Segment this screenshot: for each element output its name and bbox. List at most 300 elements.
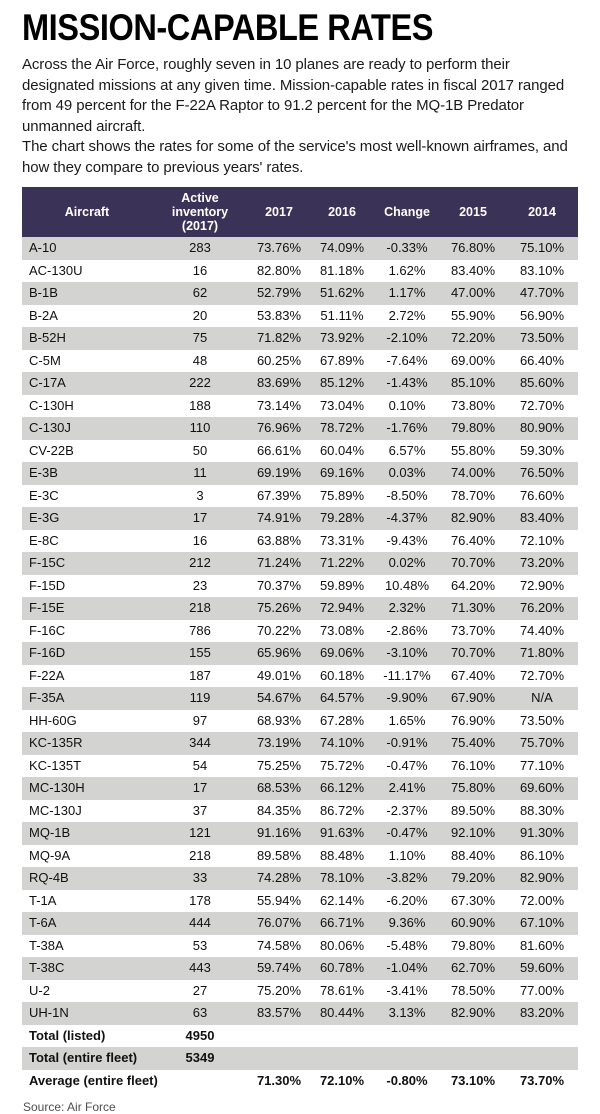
- value-cell: 65.96%: [256, 645, 302, 660]
- value-cell: 53: [192, 937, 208, 953]
- value-cell: 66.12%: [319, 780, 365, 795]
- value-cell: 73.10%: [450, 1072, 496, 1088]
- value-cell: 91.30%: [519, 825, 565, 840]
- value-cell: -11.17%: [383, 667, 431, 683]
- aircraft-cell: C-17A: [29, 375, 66, 390]
- value-cell: -0.91%: [386, 735, 428, 750]
- value-cell: 47.70%: [519, 285, 565, 300]
- table-row: [22, 912, 578, 935]
- value-cell: [506, 1047, 578, 1070]
- value-cell: -8.50%: [386, 487, 428, 503]
- value-cell: 222: [189, 375, 211, 390]
- column-header-2017: 2017: [248, 187, 310, 237]
- value-cell: 78.10%: [319, 870, 365, 885]
- aircraft-cell: MC-130J: [29, 802, 82, 818]
- aircraft-cell: F-15C: [29, 555, 66, 570]
- value-cell: 84.35%: [256, 802, 302, 818]
- value-cell: 6.57%: [388, 442, 426, 458]
- intro-paragraph-2: The chart shows the rates for some of the service's most well-known airframes, and how they compare to previous years' rates.: [22, 138, 568, 176]
- value-cell: 77.00%: [519, 982, 565, 998]
- value-cell: 72.20%: [450, 330, 496, 345]
- value-cell: [310, 1047, 374, 1070]
- value-cell: 76.50%: [519, 465, 565, 480]
- value-cell: 2.41%: [388, 780, 426, 795]
- value-cell: 23: [192, 577, 208, 593]
- aircraft-cell: F-15E: [29, 600, 65, 615]
- value-cell: 67.40%: [450, 667, 496, 683]
- table-row: [22, 327, 578, 350]
- value-cell: 59.74%: [256, 960, 302, 975]
- value-cell: 91.16%: [256, 825, 302, 840]
- table-row: [22, 777, 578, 800]
- value-cell: 69.00%: [450, 352, 496, 368]
- value-cell: 64.57%: [319, 690, 365, 705]
- table-row: [22, 620, 578, 643]
- table-header-row: [22, 187, 578, 237]
- aircraft-cell: CV-22B: [29, 442, 74, 458]
- source-note: Source: Air Force: [23, 1100, 116, 1114]
- value-cell: 60.90%: [450, 915, 496, 930]
- value-cell: 786: [189, 622, 211, 638]
- aircraft-cell: B-1B: [29, 285, 58, 300]
- table-row: [22, 890, 578, 913]
- value-cell: 69.19%: [256, 465, 302, 480]
- value-cell: -0.33%: [386, 240, 428, 255]
- table-row: [22, 462, 578, 485]
- value-cell: 1.17%: [388, 285, 426, 300]
- aircraft-cell: E-3C: [29, 487, 59, 503]
- aircraft-cell: Total (entire fleet): [29, 1050, 138, 1065]
- value-cell: 74.10%: [319, 735, 365, 750]
- value-cell: -6.20%: [386, 892, 428, 908]
- value-cell: -9.90%: [386, 690, 428, 705]
- value-cell: 75.10%: [519, 240, 565, 255]
- value-cell: 92.10%: [450, 825, 496, 840]
- table-row: [22, 665, 578, 688]
- table-row: [22, 350, 578, 373]
- value-cell: 75.26%: [256, 600, 302, 615]
- aircraft-cell: Average (entire fleet): [29, 1072, 158, 1088]
- value-cell: 62.70%: [450, 960, 496, 975]
- value-cell: 82.90%: [450, 1005, 496, 1020]
- value-cell: 72.90%: [519, 577, 565, 593]
- value-cell: 67.28%: [319, 712, 365, 728]
- value-cell: 86.10%: [519, 847, 565, 863]
- value-cell: 78.61%: [319, 982, 365, 998]
- value-cell: 77.10%: [519, 757, 565, 773]
- value-cell: 73.20%: [519, 555, 565, 570]
- value-cell: 73.92%: [319, 330, 365, 345]
- aircraft-cell: C-130H: [29, 397, 74, 413]
- value-cell: 83.40%: [519, 510, 565, 525]
- summary-row: [22, 1070, 578, 1093]
- value-cell: 66.40%: [519, 352, 565, 368]
- aircraft-cell: T-38A: [29, 937, 64, 953]
- value-cell: -0.47%: [386, 825, 428, 840]
- value-cell: 75.72%: [319, 757, 365, 773]
- table-row: [22, 440, 578, 463]
- table-row: [22, 1002, 578, 1025]
- value-cell: 69.16%: [319, 465, 365, 480]
- value-cell: 72.00%: [519, 892, 565, 908]
- value-cell: 89.50%: [450, 802, 496, 818]
- value-cell: 75.70%: [519, 735, 565, 750]
- value-cell: 63: [192, 1005, 208, 1020]
- value-cell: 56.90%: [519, 307, 565, 323]
- aircraft-cell: T-6A: [29, 915, 57, 930]
- aircraft-cell: E-8C: [29, 532, 59, 548]
- value-cell: 48: [192, 352, 208, 368]
- value-cell: 81.18%: [319, 262, 365, 278]
- value-cell: 73.14%: [256, 397, 302, 413]
- value-cell: 10.48%: [384, 577, 430, 593]
- value-cell: 283: [189, 240, 211, 255]
- aircraft-cell: T-38C: [29, 960, 65, 975]
- value-cell: 63.88%: [256, 532, 302, 548]
- value-cell: 344: [189, 735, 211, 750]
- value-cell: 51.62%: [319, 285, 365, 300]
- value-cell: 83.57%: [256, 1005, 302, 1020]
- value-cell: [506, 1025, 578, 1048]
- aircraft-cell: T-1A: [29, 892, 57, 908]
- value-cell: [374, 1025, 440, 1048]
- table-row: [22, 372, 578, 395]
- value-cell: 1.10%: [388, 847, 426, 863]
- value-cell: 212: [189, 555, 211, 570]
- value-cell: 0.10%: [388, 397, 426, 413]
- value-cell: -7.64%: [386, 352, 428, 368]
- value-cell: 71.82%: [256, 330, 302, 345]
- value-cell: 70.70%: [450, 555, 496, 570]
- value-cell: 76.90%: [450, 712, 496, 728]
- value-cell: 17: [192, 780, 208, 795]
- value-cell: 1.62%: [388, 262, 426, 278]
- value-cell: 75.25%: [256, 757, 302, 773]
- value-cell: 74.91%: [256, 510, 302, 525]
- value-cell: [310, 1025, 374, 1048]
- value-cell: 76.40%: [450, 532, 496, 548]
- value-cell: 74.09%: [319, 240, 365, 255]
- value-cell: [440, 1025, 506, 1048]
- aircraft-cell: UH-1N: [29, 1005, 69, 1020]
- value-cell: 3: [196, 487, 204, 503]
- summary-row: [22, 1047, 578, 1070]
- value-cell: 76.20%: [519, 600, 565, 615]
- value-cell: 74.58%: [256, 937, 302, 953]
- value-cell: 76.07%: [256, 915, 302, 930]
- value-cell: 80.90%: [519, 420, 565, 435]
- aircraft-cell: B-2A: [29, 307, 58, 323]
- value-cell: 11: [193, 465, 207, 480]
- table-row: [22, 417, 578, 440]
- value-cell: 69.60%: [519, 780, 565, 795]
- value-cell: 83.69%: [256, 375, 302, 390]
- value-cell: -0.80%: [386, 1072, 428, 1088]
- table-row: [22, 597, 578, 620]
- table-row: [22, 980, 578, 1003]
- value-cell: 76.96%: [256, 420, 302, 435]
- value-cell: 55.80%: [450, 442, 496, 458]
- value-cell: 16: [192, 532, 208, 548]
- value-cell: 187: [189, 667, 211, 683]
- value-cell: 85.60%: [519, 375, 565, 390]
- value-cell: 85.10%: [450, 375, 496, 390]
- value-cell: 76.80%: [450, 240, 496, 255]
- value-cell: -2.10%: [386, 330, 428, 345]
- value-cell: 79.20%: [450, 870, 496, 885]
- table-body: [22, 237, 578, 1092]
- value-cell: 444: [189, 915, 211, 930]
- aircraft-cell: A-10: [29, 240, 57, 255]
- value-cell: -3.10%: [386, 645, 428, 660]
- page-title: MISSION-CAPABLE RATES: [22, 7, 434, 48]
- table-row: [22, 642, 578, 665]
- value-cell: 62.14%: [319, 892, 365, 908]
- aircraft-cell: F-15D: [29, 577, 66, 593]
- aircraft-cell: MC-130H: [29, 780, 85, 795]
- value-cell: 60.25%: [256, 352, 302, 368]
- table-row: [22, 552, 578, 575]
- value-cell: 80.06%: [319, 937, 365, 953]
- value-cell: 75: [192, 330, 208, 345]
- value-cell: 79.28%: [319, 510, 365, 525]
- table-row: [22, 687, 578, 710]
- aircraft-cell: F-22A: [29, 667, 65, 683]
- table-row: [22, 710, 578, 733]
- aircraft-cell: HH-60G: [29, 712, 77, 728]
- value-cell: 88.40%: [450, 847, 496, 863]
- value-cell: 0.03%: [388, 465, 426, 480]
- value-cell: 218: [189, 600, 211, 615]
- value-cell: -4.37%: [386, 510, 428, 525]
- aircraft-cell: E-3B: [29, 465, 58, 480]
- value-cell: 64.20%: [450, 577, 496, 593]
- value-cell: 70.37%: [256, 577, 302, 593]
- value-cell: [248, 1047, 310, 1070]
- aircraft-cell: F-35A: [29, 690, 65, 705]
- value-cell: 82.80%: [256, 262, 302, 278]
- value-cell: [152, 1070, 248, 1093]
- value-cell: 59.89%: [319, 577, 365, 593]
- value-cell: 121: [189, 825, 211, 840]
- value-cell: 218: [189, 847, 211, 863]
- table-row: [22, 800, 578, 823]
- value-cell: 70.22%: [256, 622, 302, 638]
- value-cell: 62: [192, 285, 208, 300]
- value-cell: 59.60%: [519, 960, 565, 975]
- value-cell: -3.41%: [386, 982, 428, 998]
- value-cell: 80.44%: [319, 1005, 365, 1020]
- value-cell: 74.28%: [256, 870, 302, 885]
- value-cell: 73.80%: [450, 397, 496, 413]
- mission-capable-table: [22, 187, 578, 1092]
- table-header: [22, 187, 578, 237]
- value-cell: 20: [192, 307, 208, 323]
- value-cell: 73.50%: [519, 712, 565, 728]
- value-cell: 71.30%: [256, 1072, 302, 1088]
- value-cell: 72.70%: [519, 397, 565, 413]
- value-cell: -2.37%: [386, 802, 428, 818]
- value-cell: 72.10%: [519, 532, 565, 548]
- value-cell: 178: [189, 892, 211, 908]
- value-cell: 88.48%: [319, 847, 365, 863]
- value-cell: -3.82%: [386, 870, 428, 885]
- value-cell: 81.60%: [519, 937, 565, 953]
- value-cell: 67.10%: [519, 915, 565, 930]
- value-cell: 60.04%: [319, 442, 365, 458]
- aircraft-cell: F-16C: [29, 622, 66, 638]
- value-cell: 71.80%: [519, 645, 565, 660]
- value-cell: -1.04%: [386, 960, 428, 975]
- value-cell: 68.53%: [256, 780, 302, 795]
- value-cell: 82.90%: [519, 870, 565, 885]
- value-cell: 83.10%: [519, 262, 565, 278]
- value-cell: 91.63%: [319, 825, 365, 840]
- value-cell: 76.10%: [450, 757, 496, 773]
- value-cell: 0.02%: [388, 555, 426, 570]
- table-row: [22, 260, 578, 283]
- aircraft-cell: AC-130U: [29, 262, 83, 278]
- value-cell: 82.90%: [450, 510, 496, 525]
- aircraft-cell: Total (listed): [29, 1027, 106, 1043]
- value-cell: 73.08%: [319, 622, 365, 638]
- value-cell: -2.86%: [386, 622, 428, 638]
- value-cell: 60.78%: [319, 960, 365, 975]
- value-cell: 78.70%: [450, 487, 496, 503]
- value-cell: [374, 1047, 440, 1070]
- value-cell: -9.43%: [386, 532, 428, 548]
- value-cell: 16: [192, 262, 208, 278]
- table-row: [22, 485, 578, 508]
- value-cell: -1.43%: [386, 375, 428, 390]
- value-cell: 51.11%: [320, 307, 364, 323]
- table-row: [22, 282, 578, 305]
- table-row: [22, 867, 578, 890]
- column-header-2014: 2014: [506, 187, 578, 237]
- value-cell: [440, 1047, 506, 1070]
- value-cell: 55.90%: [450, 307, 496, 323]
- aircraft-cell: C-130J: [29, 420, 71, 435]
- value-cell: 443: [189, 960, 211, 975]
- table-row: [22, 732, 578, 755]
- value-cell: 74.00%: [450, 465, 496, 480]
- aircraft-cell: KC-135T: [29, 757, 82, 773]
- value-cell: 2.32%: [388, 600, 426, 615]
- value-cell: 88.30%: [519, 802, 565, 818]
- value-cell: 47.00%: [450, 285, 496, 300]
- value-cell: 68.93%: [256, 712, 302, 728]
- aircraft-cell: B-52H: [29, 330, 66, 345]
- value-cell: 54.67%: [256, 690, 302, 705]
- value-cell: 3.13%: [388, 1005, 426, 1020]
- value-cell: 89.58%: [256, 847, 302, 863]
- value-cell: 110: [189, 420, 211, 435]
- value-cell: 71.22%: [319, 555, 365, 570]
- table-row: [22, 575, 578, 598]
- value-cell: 37: [192, 802, 208, 818]
- value-cell: 55.94%: [256, 892, 302, 908]
- value-cell: 73.50%: [519, 330, 565, 345]
- value-cell: 83.20%: [519, 1005, 565, 1020]
- value-cell: 73.31%: [319, 532, 365, 548]
- column-header-aircraft: Aircraft: [22, 187, 152, 237]
- value-cell: 50: [192, 442, 208, 458]
- value-cell: 69.06%: [319, 645, 365, 660]
- value-cell: 76.60%: [519, 487, 565, 503]
- value-cell: 73.76%: [256, 240, 302, 255]
- value-cell: 59.30%: [519, 442, 565, 458]
- value-cell: 73.19%: [256, 735, 302, 750]
- value-cell: 73.70%: [450, 622, 496, 638]
- column-header-2016: 2016: [310, 187, 374, 237]
- value-cell: 52.79%: [256, 285, 302, 300]
- value-cell: 5349: [185, 1050, 215, 1065]
- value-cell: 79.80%: [450, 937, 496, 953]
- value-cell: 119: [189, 690, 211, 705]
- value-cell: 60.18%: [319, 667, 365, 683]
- table-row: [22, 935, 578, 958]
- value-cell: 75.40%: [450, 735, 496, 750]
- table-row: [22, 845, 578, 868]
- value-cell: 73.70%: [519, 1072, 565, 1088]
- column-header-2015: 2015: [440, 187, 506, 237]
- aircraft-cell: KC-135R: [29, 735, 83, 750]
- table-row: [22, 530, 578, 553]
- aircraft-cell: MQ-1B: [29, 825, 71, 840]
- value-cell: 67.90%: [450, 690, 496, 705]
- value-cell: -1.76%: [386, 420, 428, 435]
- value-cell: 67.39%: [256, 487, 302, 503]
- aircraft-cell: U-2: [29, 982, 50, 998]
- value-cell: 86.72%: [319, 802, 365, 818]
- aircraft-cell: RQ-4B: [29, 870, 69, 885]
- value-cell: 71.24%: [256, 555, 302, 570]
- value-cell: 73.04%: [319, 397, 365, 413]
- value-cell: 155: [189, 645, 211, 660]
- value-cell: 17: [192, 510, 208, 525]
- value-cell: 78.72%: [319, 420, 365, 435]
- summary-row: [22, 1025, 578, 1048]
- value-cell: 33: [192, 870, 208, 885]
- value-cell: 75.89%: [319, 487, 365, 503]
- value-cell: 53.83%: [256, 307, 302, 323]
- table-row: [22, 957, 578, 980]
- value-cell: -5.48%: [386, 937, 428, 953]
- value-cell: 78.50%: [450, 982, 496, 998]
- value-cell: 75.20%: [256, 982, 302, 998]
- value-cell: 4950: [185, 1027, 215, 1043]
- value-cell: 66.61%: [256, 442, 302, 458]
- value-cell: 9.36%: [388, 915, 426, 930]
- intro-paragraph-1: Across the Air Force, roughly seven in 10 planes are ready to perform their designated missions at any given time. Mission-capable rates in fiscal 2017 ranged from 49 percent for the F-22A Raptor to 91.2 percent for the MQ-1B Predator unmanned aircraft.: [22, 56, 565, 135]
- aircraft-cell: C-5M: [29, 352, 61, 368]
- column-header-change: Change: [374, 187, 440, 237]
- value-cell: 27: [192, 982, 208, 998]
- value-cell: -0.47%: [386, 757, 428, 773]
- value-cell: 72.10%: [319, 1072, 365, 1088]
- value-cell: 71.30%: [450, 600, 496, 615]
- value-cell: 67.89%: [319, 352, 365, 368]
- value-cell: 79.80%: [450, 420, 496, 435]
- table-row: [22, 237, 578, 260]
- value-cell: 2.72%: [388, 307, 426, 323]
- value-cell: 54: [192, 757, 208, 773]
- value-cell: 67.30%: [450, 892, 496, 908]
- value-cell: 72.94%: [319, 600, 365, 615]
- table-row: [22, 755, 578, 778]
- value-cell: 72.70%: [519, 667, 565, 683]
- value-cell: 74.40%: [519, 622, 565, 638]
